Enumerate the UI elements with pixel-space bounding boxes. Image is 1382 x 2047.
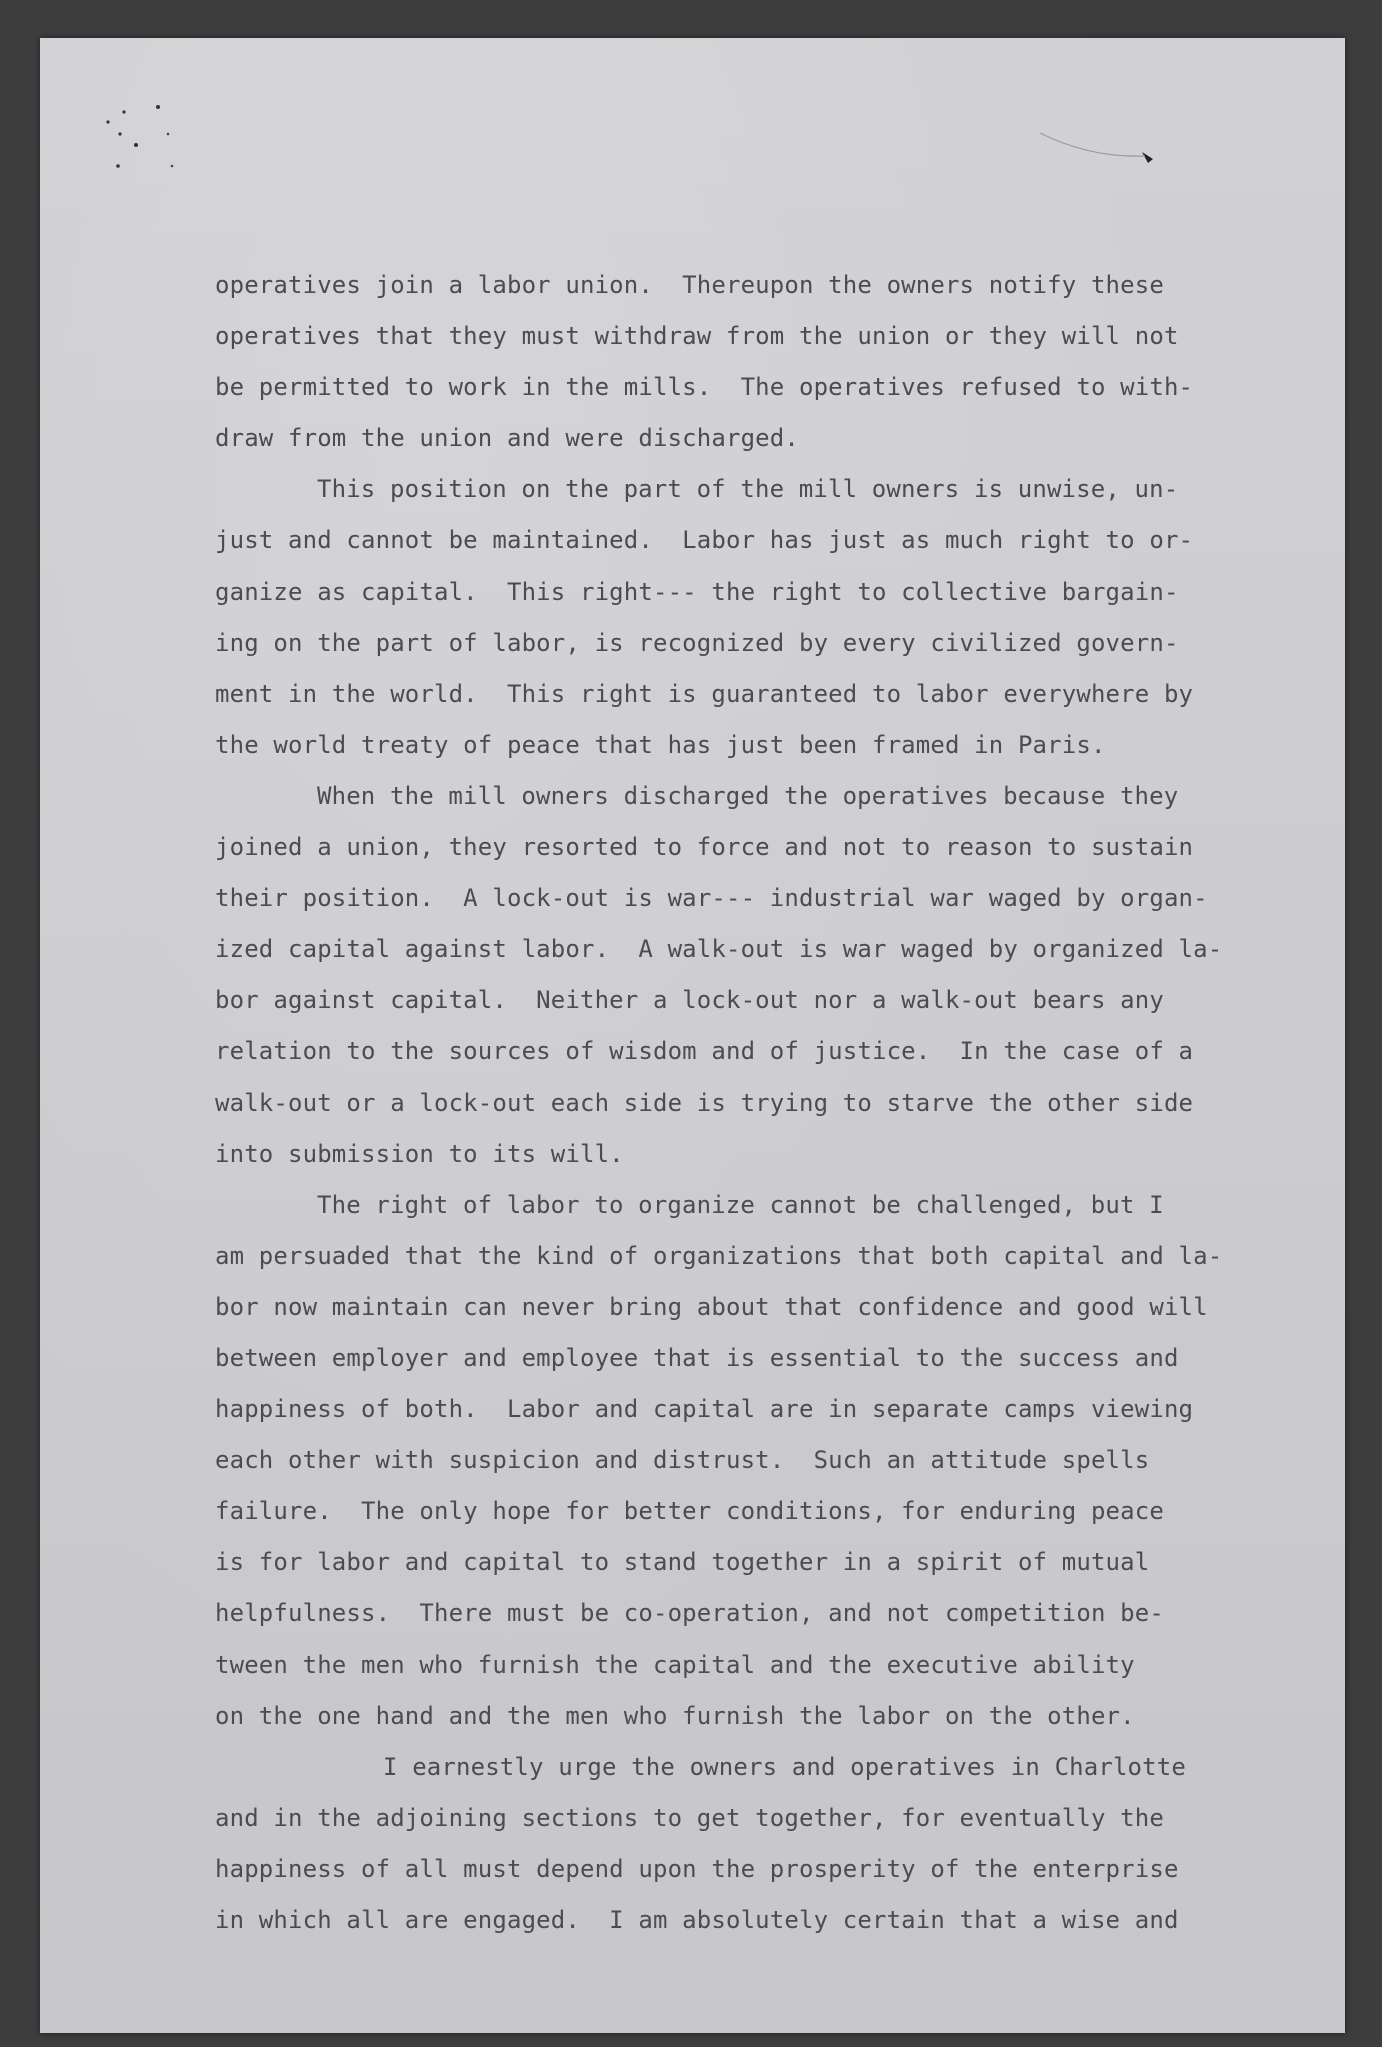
text-line: operatives join a labor union. Thereupon the owners notify these (215, 271, 1164, 299)
text-line: I earnestly urge the owners and operatives in Charlotte (383, 1752, 1186, 1781)
text-line: ganize as capital. This right--- the right to collective bargain- (215, 577, 1179, 606)
text-line: helpfulness. There must be co-operation, and not competition be- (215, 1599, 1164, 1628)
text-line: the world treaty of peace that has just been framed in Paris. (215, 730, 1106, 759)
text-line: When the mill owners discharged the operatives because they (317, 781, 1179, 810)
text-line: joined a union, they resorted to force and not to reason to sustain (215, 833, 1194, 862)
text-line: in which all are engaged. I am absolutely certain that a wise and (215, 1906, 1179, 1934)
text-line: is for labor and capital to stand together in a spirit of mutual (215, 1548, 1150, 1577)
text-line: just and cannot be maintained. Labor has just as much right to or- (215, 526, 1194, 555)
text-line: walk-out or a lock-out each side is trying to starve the other side (215, 1088, 1194, 1117)
text-line: bor against capital. Neither a lock-out nor a walk-out bears any (215, 986, 1164, 1015)
text-line: This position on the part of the mill owners is unwise, un- (317, 475, 1179, 504)
text-line: ing on the part of labor, is recognized by every civilized govern- (215, 628, 1179, 657)
text-line: am persuaded that the kind of organizations that both capital and la- (215, 1241, 1223, 1270)
text-line: The right of labor to organize cannot be challenged, but I (317, 1190, 1164, 1219)
text-line: be permitted to work in the mills. The operatives refused to with- (215, 373, 1194, 402)
text-line: happiness of all must depend upon the prosperity of the enterprise (215, 1854, 1179, 1883)
text-line: relation to the sources of wisdom and of justice. In the case of a (215, 1037, 1194, 1066)
text-line: ment in the world. This right is guaranteed to labor everywhere by (215, 679, 1194, 708)
text-line: tween the men who furnish the capital and the executive ability (215, 1650, 1135, 1679)
letter-body (215, 260, 1275, 1946)
text-line: their position. A lock-out is war--- industrial war waged by organ- (215, 884, 1208, 913)
text-line: on the one hand and the men who furnish the labor on the other. (215, 1701, 1135, 1730)
paper-specks (40, 38, 1345, 238)
text-line: failure. The only hope for better conditions, for enduring peace (215, 1497, 1164, 1526)
text-line: bor now maintain can never bring about that confidence and good will (215, 1292, 1208, 1321)
text-line: between employer and employee that is essential to the success and (215, 1343, 1179, 1372)
text-line: into submission to its will. (215, 1139, 624, 1168)
text-line: ized capital against labor. A walk-out is war waged by organized la- (215, 935, 1223, 964)
text-line: each other with suspicion and distrust. Such an attitude spells (215, 1446, 1150, 1475)
text-line: operatives that they must withdraw from the union or they will not (215, 322, 1179, 351)
text-line: draw from the union and were discharged. (215, 424, 799, 453)
text-line: happiness of both. Labor and capital are in separate camps viewing (215, 1395, 1194, 1424)
text-line: and in the adjoining sections to get together, for eventually the (215, 1803, 1164, 1832)
document-page (40, 38, 1345, 2033)
